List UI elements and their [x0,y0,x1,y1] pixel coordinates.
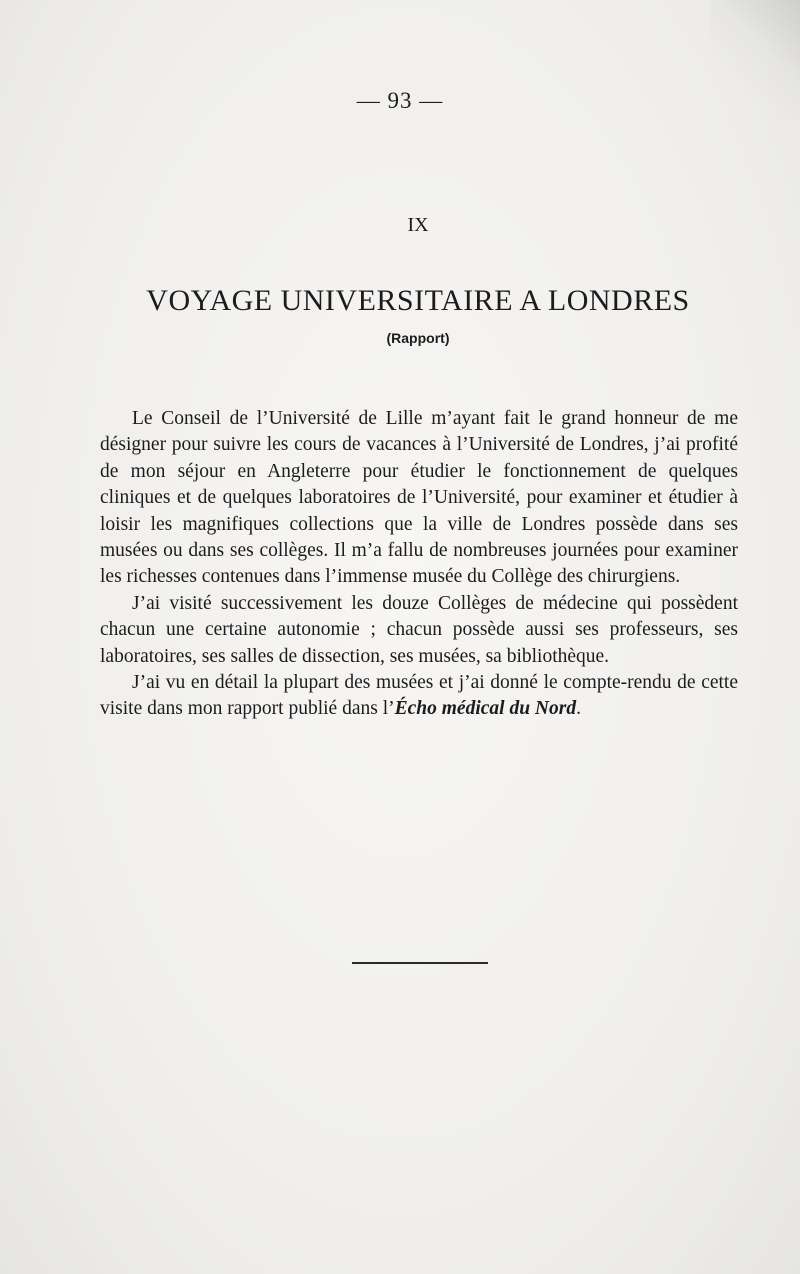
paragraph-3-end: . [576,698,581,720]
paragraph-3 [100,670,738,723]
chapter-numeral: IX [407,214,429,236]
page-number: — 93 — [356,88,444,113]
paragraph-3-text: J’ai vu en détail la plupart des musées et j’ai donné le compte-rendu de cette visite dans mon rapport publié dans l’ [100,672,738,720]
body-text [100,406,738,723]
journal-title: Écho médical du Nord [394,698,577,720]
section-end-rule [352,962,488,964]
chapter-title: VOYAGE UNIVERSITAIRE A LONDRES [146,284,690,317]
chapter-subtitle: (Rapport) [386,330,450,346]
paragraph-2: J’ai visité successivement les douze Collèges de médecine qui possèdent chacun une certaine autonomie ; chacun possède aussi ses professeurs, ses laboratoires, ses salles de dissection, ses musées, sa bibliothèque. [100,592,738,667]
paragraph-1: Le Conseil de l’Université de Lille m’ayant fait le grand honneur de me désigner pour suivre les cours de vacances à l’Université de Londres, j’ai profité de mon séjour en Angleterre pour étudier le fonctionnement de quelques cliniques et de quelques laboratoires de l’Université, pour examiner et étudier à loisir les magnifiques collections que la ville de Londres possède dans ses musées ou dans ses collèges. Il m’a fallu de nombreuses journées pour examiner les richesses contenues dans l’immense musée du Collège des chirurgiens. [100,408,738,588]
